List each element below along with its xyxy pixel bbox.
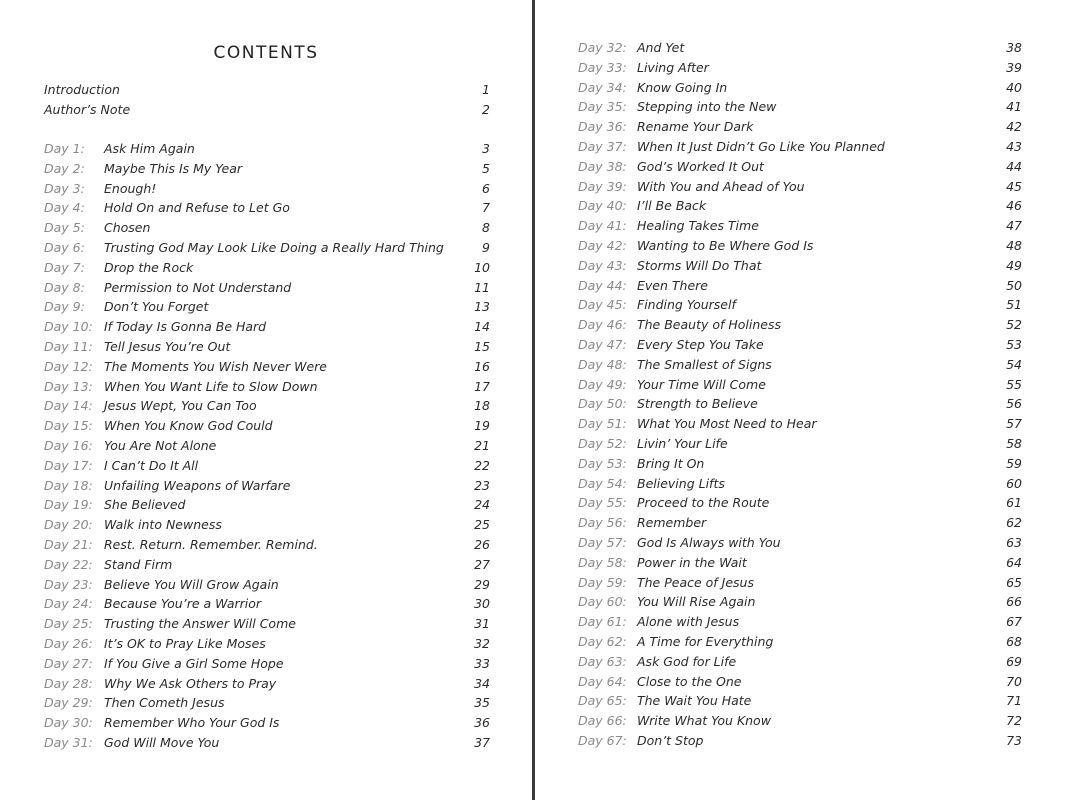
toc-page-number: 49 <box>1006 257 1022 273</box>
toc-page-number: 27 <box>474 556 490 572</box>
toc-day-label: Day 27: <box>44 655 93 671</box>
toc-entry[interactable] <box>44 537 490 557</box>
toc-page-number: 39 <box>1006 59 1022 75</box>
toc-day-label: Day 28: <box>44 675 93 691</box>
toc-entry[interactable] <box>44 458 490 478</box>
toc-page-number: 71 <box>1006 693 1022 709</box>
toc-page-number: 33 <box>474 655 490 671</box>
toc-page-number: 62 <box>1006 515 1022 531</box>
toc-day-label: Day 10: <box>44 319 93 335</box>
toc-entry[interactable] <box>578 357 1022 377</box>
toc-title: Even There <box>637 277 708 293</box>
toc-entry[interactable] <box>44 695 490 715</box>
toc-page-number: 66 <box>1006 594 1022 610</box>
toc-day-label: Day 45: <box>578 297 627 313</box>
toc-page-number: 46 <box>1006 198 1022 214</box>
toc-page-number: 67 <box>1006 614 1022 630</box>
toc-title: Don’t You Forget <box>104 299 209 315</box>
toc-entry[interactable] <box>44 616 490 636</box>
toc-title: Livin’ Your Life <box>637 435 728 451</box>
toc-title: Rename Your Dark <box>637 119 754 135</box>
toc-entry[interactable] <box>44 200 490 220</box>
toc-day-label: Day 36: <box>578 119 627 135</box>
toc-page-number: 21 <box>474 437 490 453</box>
toc-day-label: Day 44: <box>578 277 627 293</box>
toc-entry[interactable] <box>44 280 490 300</box>
toc-page-number: 37 <box>474 734 490 750</box>
toc-entry[interactable] <box>44 636 490 656</box>
toc-day-label: Day 47: <box>578 336 627 352</box>
toc-page-number: 50 <box>1006 277 1022 293</box>
toc-page-number: 25 <box>474 517 490 533</box>
toc-title: When You Know God Could <box>104 418 273 434</box>
toc-entry[interactable] <box>578 476 1022 496</box>
toc-title: Every Step You Take <box>637 336 764 352</box>
toc-entry[interactable] <box>44 517 490 537</box>
toc-title: With You and Ahead of You <box>637 178 805 194</box>
toc-list-left <box>44 141 490 755</box>
toc-entry[interactable] <box>578 674 1022 694</box>
toc-title: Rest. Return. Remember. Remind. <box>104 536 318 552</box>
toc-day-label: Day 57: <box>578 534 627 550</box>
toc-title: If You Give a Girl Some Hope <box>104 655 284 671</box>
toc-day-label: Day 56: <box>578 515 627 531</box>
toc-page-number: 63 <box>1006 534 1022 550</box>
toc-day-label: Day 23: <box>44 576 93 592</box>
toc-page-number: 1 <box>482 82 490 97</box>
toc-day-label: Day 12: <box>44 358 93 374</box>
toc-page-number: 58 <box>1006 435 1022 451</box>
toc-day-label: Day 59: <box>578 574 627 590</box>
toc-entry[interactable] <box>44 220 490 240</box>
toc-day-label: Day 4: <box>44 200 85 216</box>
toc-title: What You Most Need to Hear <box>637 416 817 432</box>
toc-entry[interactable] <box>578 99 1022 119</box>
toc-page-number: 2 <box>482 101 490 117</box>
toc-entry[interactable] <box>44 102 490 122</box>
toc-entry[interactable] <box>578 575 1022 595</box>
toc-title: Unfailing Weapons of Warfare <box>104 477 291 493</box>
toc-entry[interactable] <box>44 359 490 379</box>
toc-entry[interactable] <box>578 119 1022 139</box>
toc-day-label: Day 30: <box>44 715 93 731</box>
toc-day-label: Day 55: <box>578 495 627 511</box>
toc-page-number: 60 <box>1006 475 1022 491</box>
toc-title: When It Just Didn’t Go Like You Planned <box>637 138 885 154</box>
toc-entry[interactable] <box>44 577 490 597</box>
toc-title: The Beauty of Holiness <box>637 317 781 333</box>
toc-page-number: 5 <box>482 160 490 176</box>
toc-page-number: 54 <box>1006 356 1022 372</box>
toc-title: Know Going In <box>637 79 728 95</box>
toc-title: God Is Always with You <box>637 534 781 550</box>
toc-page-number: 30 <box>474 596 490 612</box>
toc-title: Then Cometh Jesus <box>104 695 225 711</box>
toc-day-label: Day 50: <box>578 396 627 412</box>
toc-day-label: Day 54: <box>578 475 627 491</box>
toc-entry[interactable] <box>578 713 1022 733</box>
toc-entry[interactable] <box>44 319 490 339</box>
toc-entry[interactable] <box>44 398 490 418</box>
toc-title: Your Time Will Come <box>637 376 766 392</box>
toc-entry[interactable] <box>578 198 1022 218</box>
toc-title: Because You’re a Warrior <box>104 596 262 612</box>
toc-page-number: 24 <box>474 497 490 513</box>
toc-day-label: Day 62: <box>578 633 627 649</box>
toc-day-label: Day 51: <box>578 416 627 432</box>
toc-title: Remember Who Your God Is <box>104 715 280 731</box>
toc-day-label: Day 61: <box>578 614 627 630</box>
toc-day-label: Day 42: <box>578 237 627 253</box>
toc-day-label: Day 26: <box>44 635 93 651</box>
toc-entry[interactable] <box>578 535 1022 555</box>
toc-entry[interactable] <box>44 735 490 755</box>
toc-title: Strength to Believe <box>637 396 758 412</box>
toc-title: Believe You Will Grow Again <box>104 576 279 592</box>
toc-page-number: 10 <box>474 259 490 275</box>
toc-day-label: Day 14: <box>44 398 93 414</box>
toc-entry[interactable] <box>578 654 1022 674</box>
toc-entry[interactable] <box>44 379 490 399</box>
toc-entry[interactable] <box>578 60 1022 80</box>
toc-day-label: Day 67: <box>578 732 627 748</box>
toc-page-number: 26 <box>474 536 490 552</box>
toc-title: The Smallest of Signs <box>637 356 772 372</box>
toc-entry[interactable] <box>44 418 490 438</box>
toc-page-number: 35 <box>474 695 490 711</box>
toc-title: Jesus Wept, You Can Too <box>104 398 257 414</box>
toc-title: Stepping into the New <box>637 99 777 115</box>
toc-day-label: Day 6: <box>44 239 85 255</box>
toc-entry[interactable] <box>578 139 1022 159</box>
toc-page-number: 29 <box>474 576 490 592</box>
toc-page-number: 9 <box>482 239 490 255</box>
toc-title: I Can’t Do It All <box>104 457 199 473</box>
toc-day-label: Day 13: <box>44 378 93 394</box>
toc-day-label: Day 46: <box>578 317 627 333</box>
toc-day-label: Day 8: <box>44 279 85 295</box>
toc-day-label: Day 20: <box>44 517 93 533</box>
toc-page-number: 45 <box>1006 178 1022 194</box>
toc-page-number: 48 <box>1006 237 1022 253</box>
front-matter-list <box>44 82 490 122</box>
toc-title: God’s Worked It Out <box>637 158 764 174</box>
toc-entry[interactable] <box>44 82 490 102</box>
toc-entry[interactable] <box>578 317 1022 337</box>
toc-day-label: Day 1: <box>44 141 85 156</box>
toc-day-label: Day 63: <box>578 653 627 669</box>
toc-day-label: Day 64: <box>578 673 627 689</box>
toc-title: Power in the Wait <box>637 554 747 570</box>
toc-day-label: Day 32: <box>578 40 627 55</box>
toc-title: Healing Takes Time <box>637 218 759 234</box>
toc-day-label: Day 24: <box>44 596 93 612</box>
toc-page-number: 3 <box>482 141 490 156</box>
toc-day-label: Day 58: <box>578 554 627 570</box>
toc-title: Introduction <box>44 82 120 97</box>
toc-entry[interactable] <box>578 436 1022 456</box>
toc-entry[interactable] <box>578 396 1022 416</box>
toc-page-number: 23 <box>474 477 490 493</box>
toc-day-label: Day 17: <box>44 457 93 473</box>
toc-title: When You Want Life to Slow Down <box>104 378 318 394</box>
toc-title: Permission to Not Understand <box>104 279 292 295</box>
toc-title: Alone with Jesus <box>637 614 740 630</box>
toc-page-number: 73 <box>1006 732 1022 748</box>
toc-page-number: 65 <box>1006 574 1022 590</box>
toc-entry[interactable] <box>578 456 1022 476</box>
toc-entry[interactable] <box>578 555 1022 575</box>
toc-entry[interactable] <box>578 515 1022 535</box>
page-title: CONTENTS <box>213 43 319 63</box>
toc-page-number: 16 <box>474 358 490 374</box>
toc-day-label: Day 2: <box>44 160 85 176</box>
toc-day-label: Day 16: <box>44 437 93 453</box>
toc-day-label: Day 37: <box>578 138 627 154</box>
toc-title: Enough! <box>104 180 157 196</box>
toc-title: Don’t Stop <box>637 732 704 748</box>
toc-day-label: Day 25: <box>44 616 93 632</box>
toc-title: Finding Yourself <box>637 297 736 313</box>
toc-page-number: 53 <box>1006 336 1022 352</box>
toc-entry[interactable] <box>44 141 490 161</box>
toc-title: Close to the One <box>637 673 742 689</box>
toc-title: I’ll Be Back <box>637 198 707 214</box>
toc-page-number: 7 <box>482 200 490 216</box>
toc-title: If Today Is Gonna Be Hard <box>104 319 267 335</box>
toc-entry[interactable] <box>44 260 490 280</box>
toc-entry[interactable] <box>578 278 1022 298</box>
toc-page-number: 36 <box>474 715 490 731</box>
toc-entry[interactable] <box>578 733 1022 753</box>
toc-page-number: 44 <box>1006 158 1022 174</box>
toc-page-number: 31 <box>474 616 490 632</box>
toc-page-number: 14 <box>474 319 490 335</box>
toc-page-number: 72 <box>1006 713 1022 729</box>
toc-entry[interactable] <box>44 161 490 181</box>
toc-title: Maybe This Is My Year <box>104 160 243 176</box>
toc-title: Ask Him Again <box>104 141 195 156</box>
toc-page-number: 13 <box>474 299 490 315</box>
toc-entry[interactable] <box>578 218 1022 238</box>
toc-day-label: Day 40: <box>578 198 627 214</box>
toc-title: A Time for Everything <box>637 633 774 649</box>
toc-page-number: 41 <box>1006 99 1022 115</box>
toc-title: The Moments You Wish Never Were <box>104 358 327 374</box>
toc-entry[interactable] <box>44 557 490 577</box>
toc-page-number: 11 <box>474 279 490 295</box>
toc-title: She Believed <box>104 497 186 513</box>
toc-title: Remember <box>637 515 707 531</box>
toc-page-number: 38 <box>1006 40 1022 55</box>
toc-title: Storms Will Do That <box>637 257 762 273</box>
toc-entry[interactable] <box>578 258 1022 278</box>
toc-page-number: 40 <box>1006 79 1022 95</box>
toc-title: Living After <box>637 59 709 75</box>
toc-entry[interactable] <box>578 40 1022 60</box>
toc-entry[interactable] <box>578 416 1022 436</box>
toc-title: Why We Ask Others to Pray <box>104 675 277 691</box>
toc-title: Write What You Know <box>637 713 771 729</box>
toc-page-number: 55 <box>1006 376 1022 392</box>
toc-title: You Will Rise Again <box>637 594 756 610</box>
toc-title: Ask God for Life <box>637 653 737 669</box>
toc-title: Hold On and Refuse to Let Go <box>104 200 290 216</box>
toc-page-number: 61 <box>1006 495 1022 511</box>
toc-entry[interactable] <box>578 238 1022 258</box>
toc-title: Drop the Rock <box>104 259 194 275</box>
toc-page-number: 17 <box>474 378 490 394</box>
toc-day-label: Day 18: <box>44 477 93 493</box>
toc-title: Author’s Note <box>44 101 131 117</box>
toc-title: The Wait You Hate <box>637 693 752 709</box>
toc-day-label: Day 53: <box>578 455 627 471</box>
toc-day-label: Day 31: <box>44 734 93 750</box>
toc-title: You Are Not Alone <box>104 437 217 453</box>
toc-page-number: 19 <box>474 418 490 434</box>
toc-title: Believing Lifts <box>637 475 725 491</box>
toc-day-label: Day 43: <box>578 257 627 273</box>
toc-day-label: Day 15: <box>44 418 93 434</box>
toc-day-label: Day 22: <box>44 556 93 572</box>
toc-page-number: 18 <box>474 398 490 414</box>
toc-page-number: 56 <box>1006 396 1022 412</box>
toc-entry[interactable] <box>578 337 1022 357</box>
toc-entry[interactable] <box>44 596 490 616</box>
toc-page-number: 68 <box>1006 633 1022 649</box>
toc-day-label: Day 11: <box>44 338 93 354</box>
toc-entry[interactable] <box>44 715 490 735</box>
toc-title: It’s OK to Pray Like Moses <box>104 635 266 651</box>
toc-title: Stand Firm <box>104 556 173 572</box>
toc-title: And Yet <box>637 40 685 55</box>
toc-day-label: Day 66: <box>578 713 627 729</box>
toc-entry[interactable] <box>44 438 490 458</box>
toc-title: Proceed to the Route <box>637 495 770 511</box>
toc-entry[interactable] <box>578 159 1022 179</box>
toc-page-number: 6 <box>482 180 490 196</box>
toc-entry[interactable] <box>44 299 490 319</box>
toc-page-number: 57 <box>1006 416 1022 432</box>
toc-title: Chosen <box>104 220 151 236</box>
toc-page-number: 42 <box>1006 119 1022 135</box>
toc-day-label: Day 60: <box>578 594 627 610</box>
toc-day-label: Day 49: <box>578 376 627 392</box>
toc-day-label: Day 41: <box>578 218 627 234</box>
toc-page-number: 51 <box>1006 297 1022 313</box>
toc-day-label: Day 35: <box>578 99 627 115</box>
toc-entry[interactable] <box>578 693 1022 713</box>
toc-page-number: 34 <box>474 675 490 691</box>
toc-day-label: Day 38: <box>578 158 627 174</box>
toc-page-number: 32 <box>474 635 490 651</box>
toc-page-number: 52 <box>1006 317 1022 333</box>
toc-page-number: 22 <box>474 457 490 473</box>
toc-day-label: Day 7: <box>44 259 85 275</box>
toc-title: Bring It On <box>637 455 705 471</box>
toc-page-number: 47 <box>1006 218 1022 234</box>
toc-entry[interactable] <box>44 656 490 676</box>
toc-entry[interactable] <box>578 80 1022 100</box>
toc-day-label: Day 5: <box>44 220 85 236</box>
left-page <box>0 0 532 800</box>
toc-entry[interactable] <box>578 495 1022 515</box>
toc-entry[interactable] <box>44 478 490 498</box>
toc-page-number: 64 <box>1006 554 1022 570</box>
toc-entry[interactable] <box>44 497 490 517</box>
toc-entry[interactable] <box>578 634 1022 654</box>
toc-entry[interactable] <box>44 339 490 359</box>
toc-entry[interactable] <box>578 614 1022 634</box>
toc-day-label: Day 65: <box>578 693 627 709</box>
toc-title: The Peace of Jesus <box>637 574 754 590</box>
toc-entry[interactable] <box>44 676 490 696</box>
toc-page-number: 70 <box>1006 673 1022 689</box>
toc-day-label: Day 34: <box>578 79 627 95</box>
toc-page-number: 69 <box>1006 653 1022 669</box>
toc-entry[interactable] <box>578 377 1022 397</box>
toc-title: Tell Jesus You’re Out <box>104 338 231 354</box>
toc-day-label: Day 29: <box>44 695 93 711</box>
toc-title: Trusting the Answer Will Come <box>104 616 296 632</box>
toc-page-number: 59 <box>1006 455 1022 471</box>
toc-list-right <box>578 40 1022 753</box>
toc-day-label: Day 21: <box>44 536 93 552</box>
toc-entry[interactable] <box>578 594 1022 614</box>
toc-day-label: Day 48: <box>578 356 627 372</box>
toc-title: Walk into Newness <box>104 517 222 533</box>
toc-page-number: 43 <box>1006 138 1022 154</box>
toc-entry[interactable] <box>44 240 490 260</box>
toc-day-label: Day 9: <box>44 299 85 315</box>
toc-day-label: Day 33: <box>578 59 627 75</box>
toc-page-number: 15 <box>474 338 490 354</box>
toc-day-label: Day 19: <box>44 497 93 513</box>
toc-title: Wanting to Be Where God Is <box>637 237 814 253</box>
toc-day-label: Day 52: <box>578 435 627 451</box>
toc-title: God Will Move You <box>104 734 220 750</box>
toc-day-label: Day 39: <box>578 178 627 194</box>
toc-title: Trusting God May Look Like Doing a Really Hard Thing <box>104 239 444 255</box>
toc-entry[interactable] <box>578 297 1022 317</box>
toc-entry[interactable] <box>578 179 1022 199</box>
toc-day-label: Day 3: <box>44 180 85 196</box>
toc-entry[interactable] <box>44 181 490 201</box>
toc-page-number: 8 <box>482 220 490 236</box>
